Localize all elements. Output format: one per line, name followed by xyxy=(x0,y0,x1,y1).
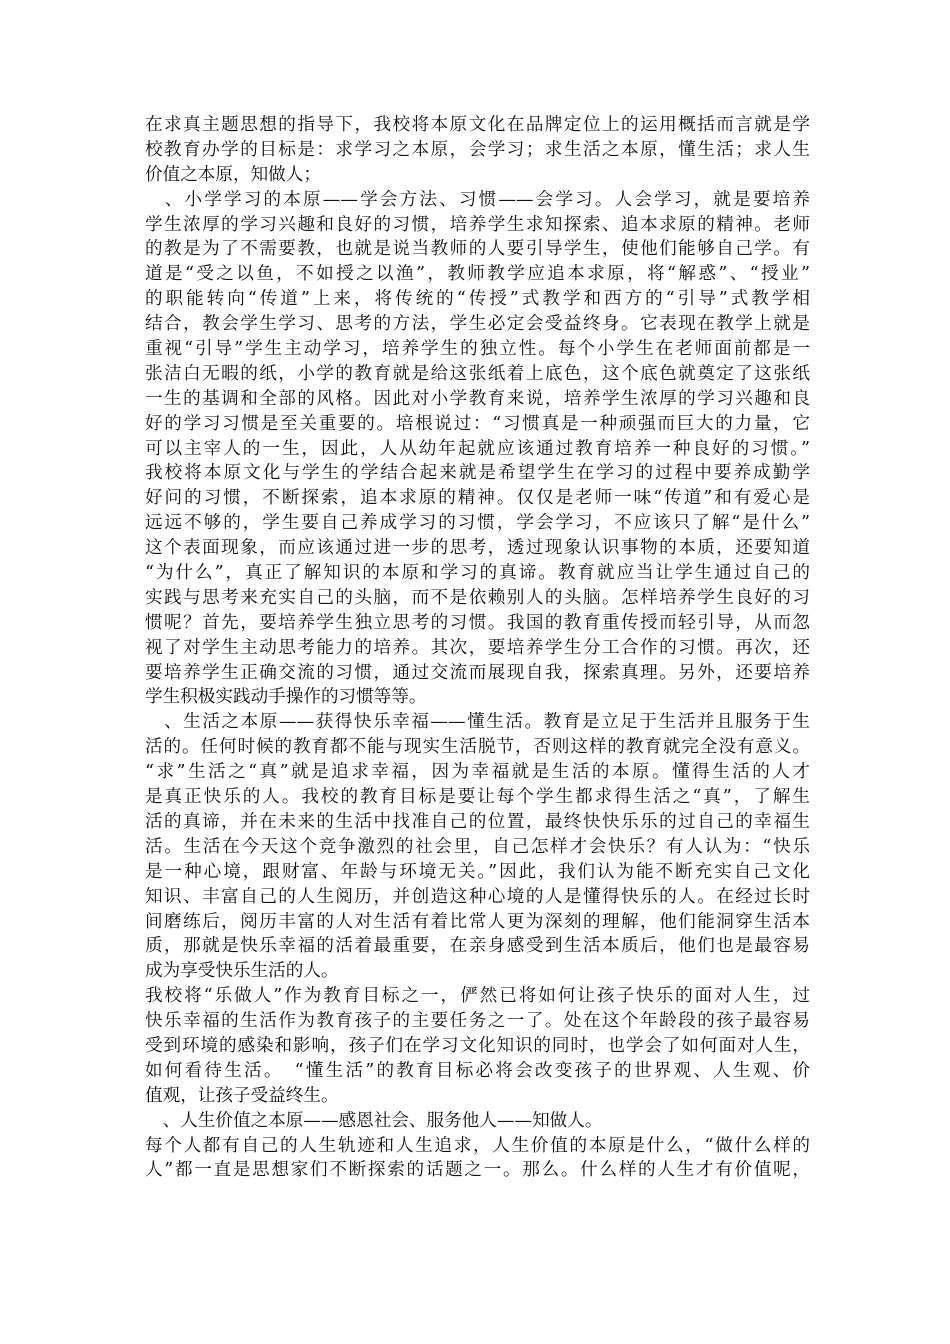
text-line: 活的。任何时候的教育都不能与现实生活脱节，否则这样的教育就完全没有意义。 xyxy=(145,737,810,758)
text-line: 我校将“乐做人”作为教育目标之一，俨然已将如何让孩子快乐的面对人生，过 xyxy=(145,986,810,1007)
text-line: 是一种心境，跟财富、年龄与环境无关。”因此，我们认为能不断充实自己文化 xyxy=(145,861,810,882)
text-line: 校教育办学的目标是：求学习之本原，会学习；求生活之本原，懂生活；求人生 xyxy=(145,139,810,160)
text-line: 活。生活在今天这个竞争激烈的社会里，自己怎样才会快乐？有人认为：“快乐 xyxy=(145,836,810,857)
text-line: 人”都一直是思想家们不断探索的话题之一。那么。什么样的人生才有价值呢， xyxy=(145,1160,810,1181)
text-line: 价值之本原，知做人； xyxy=(145,164,321,185)
text-line: “求”生活之“真”就是追求幸福，因为幸福就是生活的本原。懂得生活的人才 xyxy=(145,762,810,783)
body-text xyxy=(145,113,810,1183)
text-line: 质，那就是快乐幸福的活着最重要，在亲身感受到生活本质后，他们也是最容易 xyxy=(145,936,810,957)
text-line: 远远不够的，学生要自己养成学习的习惯，学会学习，不应该只了解“是什么” xyxy=(145,513,810,534)
text-line: 值观，让孩子受益终生。 xyxy=(145,1085,339,1106)
text-line: 这个表面现象，而应该通过进一步的思考，透过现象认识事物的本质，还要知道 xyxy=(145,538,810,559)
text-line: 在求真主题思想的指导下，我校将本原文化在品牌定位上的运用概括而言就是学 xyxy=(145,115,810,135)
text-line: 可以主宰人的一生，因此，人从幼年起就应该通过教育培养一种良好的习惯。” xyxy=(145,438,810,459)
text-line: 、小学学习的本原——学会方法、习惯——会学习。人会学习，就是要培养 xyxy=(145,189,810,210)
text-line: 好的学习习惯是至关重要的。培根说过：“习惯真是一种顽强而巨大的力量，它 xyxy=(145,413,810,434)
text-line: 好问的习惯，不断探索，追本求原的精神。仅仅是老师一味“传道”和有爱心是 xyxy=(145,488,810,509)
text-line: 活的真谛，并在未来的生活中找准自己的位置，最终快快乐乐的过自己的幸福生 xyxy=(145,811,810,832)
text-line: 知识、丰富自己的人生阅历，并创造这种心境的人是懂得快乐的人。在经过长时 xyxy=(145,886,810,907)
text-line: 实践与思考来充实自己的头脑，而不是依赖别人的头脑。怎样培养学生良好的习 xyxy=(145,587,810,608)
text-line: 如何看待生活。 “懂生活”的教育目标必将会改变孩子的世界观、人生观、价 xyxy=(145,1060,810,1081)
text-line: 间磨练后，阅历丰富的人对生活有着比常人更为深刻的理解，他们能洞穿生活本 xyxy=(145,911,810,932)
text-line: 受到环境的感染和影响，孩子们在学习文化知识的同时，也学会了如何面对人生， xyxy=(145,1035,810,1056)
text-line: 成为享受快乐生活的人。 xyxy=(145,961,339,982)
text-line: 惯呢？首先，要培养学生独立思考的习惯。我国的教育重传授而轻引导，从而忽 xyxy=(145,612,810,633)
text-line: 要培养学生正确交流的习惯，通过交流而展现自我，探索真理。另外，还要培养 xyxy=(145,662,810,683)
text-line: 一生的基调和全部的风格。因此对小学教育来说，培养学生浓厚的学习兴趣和良 xyxy=(145,388,810,409)
text-line: 学生积极实践动手操作的习惯等等。 xyxy=(145,687,427,708)
text-line: 重视“引导”学生主动学习，培养学生的独立性。每个小学生在老师面前都是一 xyxy=(145,339,810,360)
text-line: 每个人都有自己的人生轨迹和人生追求，人生价值的本原是什么，“做什么样的 xyxy=(145,1135,810,1156)
text-line: 我校将本原文化与学生的学结合起来就是希望学生在学习的过程中要养成勤学 xyxy=(145,463,810,484)
text-line: 张洁白无暇的纸，小学的教育就是给这张纸着上底色，这个底色就奠定了这张纸 xyxy=(145,363,810,384)
text-line: 的教是为了不需要教，也就是说当教师的人要引导学生，使他们能够自己学。有 xyxy=(145,239,810,260)
text-line: “为什么”，真正了解知识的本原和学习的真谛。教育就应当让学生通过自己的 xyxy=(145,563,810,584)
text-line: 快乐幸福的生活作为教育孩子的主要任务之一了。处在这个年龄段的孩子最容易 xyxy=(145,1011,810,1032)
text-line: 是真正快乐的人。我校的教育目标是要让每个学生都求得生活之“真”，了解生 xyxy=(145,787,810,808)
text-line: 的职能转向“传道”上来，将传统的“传授”式教学和西方的“引导”式教学相 xyxy=(145,289,810,310)
text-line: 视了对学生主动思考能力的培养。其次，要培养学生分工合作的习惯。再次，还 xyxy=(145,637,810,658)
text-line: 、生活之本原——获得快乐幸福——懂生活。教育是立足于生活并且服务于生 xyxy=(145,712,810,733)
text-line: 、人生价值之本原——感恩社会、服务他人——知做人。 xyxy=(145,1110,603,1131)
text-line: 结合，教会学生学习、思考的方法，学生必定会受益终身。它表现在教学上就是 xyxy=(145,314,810,335)
text-line: 道是“受之以鱼，不如授之以渔”，教师教学应追本求原，将“解惑”、“授业” xyxy=(145,264,810,285)
text-line: 学生浓厚的学习兴趣和良好的习惯，培养学生求知探索、追本求原的精神。老师 xyxy=(145,214,810,235)
